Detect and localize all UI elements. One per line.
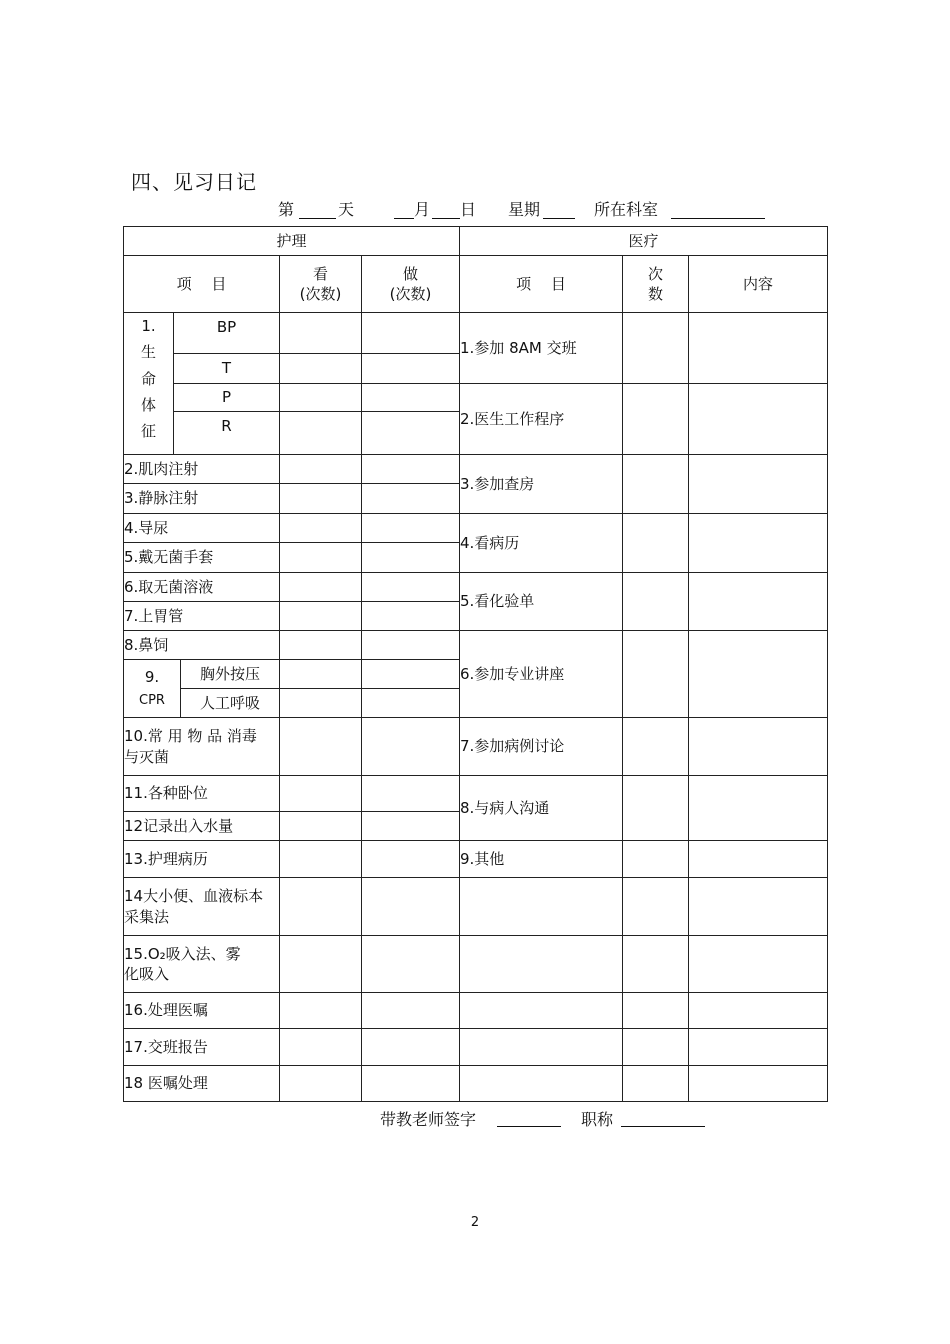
content-header: 内容	[689, 256, 828, 313]
count-cell[interactable]	[623, 1029, 689, 1066]
content-cell[interactable]	[689, 841, 828, 878]
vital-bp: BP	[174, 313, 280, 354]
medical-header: 医疗	[460, 227, 828, 256]
teacher-sign-label: 带教老师签字	[380, 1110, 477, 1129]
journal-table	[123, 226, 828, 1102]
weekday-label: 星期	[508, 200, 541, 219]
medical-item: 7.参加病例讨论	[460, 718, 623, 776]
watch-cell[interactable]	[280, 313, 362, 354]
watch-cell[interactable]	[280, 660, 362, 689]
do-cell[interactable]	[362, 878, 460, 936]
section-title: 四、见习日记	[131, 170, 257, 194]
do-cell[interactable]	[362, 631, 460, 660]
content-cell[interactable]	[689, 1029, 828, 1066]
day-prefix: 第	[278, 200, 295, 219]
watch-cell[interactable]	[280, 384, 362, 412]
watch-cell[interactable]	[280, 1066, 362, 1102]
do-cell[interactable]	[362, 1029, 460, 1066]
do-cell[interactable]	[362, 660, 460, 689]
do-cell[interactable]	[362, 718, 460, 776]
weekday-blank[interactable]	[543, 218, 575, 219]
watch-cell[interactable]	[280, 776, 362, 812]
nursing-item: 15.O₂吸入法、雾化吸入	[124, 936, 280, 993]
day-suffix: 天	[338, 200, 355, 219]
do-cell[interactable]	[362, 776, 460, 812]
count-cell[interactable]	[623, 384, 689, 455]
count-cell[interactable]	[623, 313, 689, 384]
content-cell[interactable]	[689, 1066, 828, 1102]
count-cell[interactable]	[623, 718, 689, 776]
cpr-item-chest-compression: 胸外按压	[181, 660, 280, 689]
watch-cell[interactable]	[280, 718, 362, 776]
watch-count-header: 看 (次数)	[280, 256, 362, 313]
nursing-item: 5.戴无菌手套	[124, 543, 280, 573]
nursing-item: 7.上胃管	[124, 602, 280, 631]
date-line	[0, 197, 950, 221]
watch-cell[interactable]	[280, 631, 362, 660]
nursing-item: 4.导尿	[124, 514, 280, 543]
do-cell[interactable]	[362, 514, 460, 543]
do-cell[interactable]	[362, 313, 460, 354]
content-cell[interactable]	[689, 313, 828, 384]
do-cell[interactable]	[362, 412, 460, 455]
do-cell[interactable]	[362, 993, 460, 1029]
vital-p: P	[174, 384, 280, 412]
watch-cell[interactable]	[280, 354, 362, 384]
content-cell[interactable]	[689, 718, 828, 776]
department-blank[interactable]	[671, 218, 765, 219]
count-cell[interactable]	[623, 993, 689, 1029]
nursing-item: 11.各种卧位	[124, 776, 280, 812]
content-cell[interactable]	[689, 878, 828, 936]
cpr-item-rescue-breathing: 人工呼吸	[181, 689, 280, 718]
count-cell[interactable]	[623, 1066, 689, 1102]
content-cell[interactable]	[689, 384, 828, 455]
nursing-item: 13.护理病历	[124, 841, 280, 878]
nursing-item: 16.处理医嘱	[124, 993, 280, 1029]
nursing-item: 18 医嘱处理	[124, 1066, 280, 1102]
nursing-item: 2.肌肉注射	[124, 455, 280, 484]
nursing-item-header: 项 目	[124, 256, 280, 313]
watch-cell[interactable]	[280, 573, 362, 602]
month-label: 月	[414, 200, 431, 219]
do-cell[interactable]	[362, 573, 460, 602]
content-cell[interactable]	[689, 573, 828, 631]
nursing-item: 6.取无菌溶液	[124, 573, 280, 602]
teacher-sign-blank[interactable]	[497, 1126, 561, 1127]
count-header: 次 数	[623, 256, 689, 313]
count-cell[interactable]	[623, 514, 689, 573]
medical-item: 1.参加 8AM 交班	[460, 313, 623, 384]
watch-cell[interactable]	[280, 543, 362, 573]
do-cell[interactable]	[362, 812, 460, 841]
medical-item: 5.看化验单	[460, 573, 623, 631]
cpr-label: 9. CPR	[124, 660, 181, 718]
watch-cell[interactable]	[280, 812, 362, 841]
content-cell[interactable]	[689, 455, 828, 514]
department-label: 所在科室	[594, 200, 659, 219]
content-cell[interactable]	[689, 993, 828, 1029]
watch-cell[interactable]	[280, 878, 362, 936]
medical-item: 9.其他	[460, 841, 623, 878]
watch-cell[interactable]	[280, 1029, 362, 1066]
page-number: 2	[470, 1215, 480, 1230]
count-cell[interactable]	[623, 776, 689, 841]
teacher-title-blank[interactable]	[621, 1126, 705, 1127]
watch-cell[interactable]	[280, 936, 362, 993]
watch-cell[interactable]	[280, 484, 362, 514]
medical-item-blank[interactable]	[460, 1066, 623, 1102]
vital-t: T	[174, 354, 280, 384]
count-cell[interactable]	[623, 573, 689, 631]
count-cell[interactable]	[623, 841, 689, 878]
nursing-header: 护理	[124, 227, 460, 256]
content-cell[interactable]	[689, 936, 828, 993]
day-blank[interactable]	[299, 218, 336, 219]
do-cell[interactable]	[362, 1066, 460, 1102]
do-cell[interactable]	[362, 543, 460, 573]
vital-r: R	[174, 412, 280, 455]
count-cell[interactable]	[623, 936, 689, 993]
date-blank[interactable]	[432, 218, 460, 219]
content-cell[interactable]	[689, 514, 828, 573]
count-cell[interactable]	[623, 631, 689, 718]
watch-cell[interactable]	[280, 412, 362, 455]
vital-signs-label: 1. 生 命 体 征	[124, 313, 174, 455]
watch-cell[interactable]	[280, 514, 362, 543]
teacher-title-label: 职称	[581, 1110, 614, 1129]
month-blank[interactable]	[394, 218, 414, 219]
nursing-item: 14大小便、血液标本采集法	[124, 878, 280, 936]
medical-item-blank[interactable]	[460, 1029, 623, 1066]
medical-item: 8.与病人沟通	[460, 776, 623, 841]
do-cell[interactable]	[362, 936, 460, 993]
medical-item: 2.医生工作程序	[460, 384, 623, 455]
medical-item: 3.参加查房	[460, 455, 623, 514]
nursing-item: 8.鼻饲	[124, 631, 280, 660]
content-cell[interactable]	[689, 631, 828, 718]
medical-item: 6.参加专业讲座	[460, 631, 623, 718]
count-cell[interactable]	[623, 455, 689, 514]
date-label: 日	[460, 200, 477, 219]
do-cell[interactable]	[362, 841, 460, 878]
content-cell[interactable]	[689, 776, 828, 841]
medical-item: 4.看病历	[460, 514, 623, 573]
medical-item-blank[interactable]	[460, 878, 623, 936]
watch-cell[interactable]	[280, 841, 362, 878]
do-count-header: 做 (次数)	[362, 256, 460, 313]
do-cell[interactable]	[362, 354, 460, 384]
medical-item-blank[interactable]	[460, 993, 623, 1029]
count-cell[interactable]	[623, 878, 689, 936]
do-cell[interactable]	[362, 455, 460, 484]
watch-cell[interactable]	[280, 455, 362, 484]
nursing-item: 12记录出入水量	[124, 812, 280, 841]
do-cell[interactable]	[362, 602, 460, 631]
do-cell[interactable]	[362, 484, 460, 514]
medical-item-header: 项 目	[460, 256, 623, 313]
watch-cell[interactable]	[280, 993, 362, 1029]
nursing-item: 17.交班报告	[124, 1029, 280, 1066]
nursing-item: 3.静脉注射	[124, 484, 280, 514]
do-cell[interactable]	[362, 689, 460, 718]
nursing-item: 10.常 用 物 品 消毒与灭菌	[124, 718, 280, 776]
do-cell[interactable]	[362, 384, 460, 412]
watch-cell[interactable]	[280, 689, 362, 718]
medical-item-blank[interactable]	[460, 936, 623, 993]
watch-cell[interactable]	[280, 602, 362, 631]
